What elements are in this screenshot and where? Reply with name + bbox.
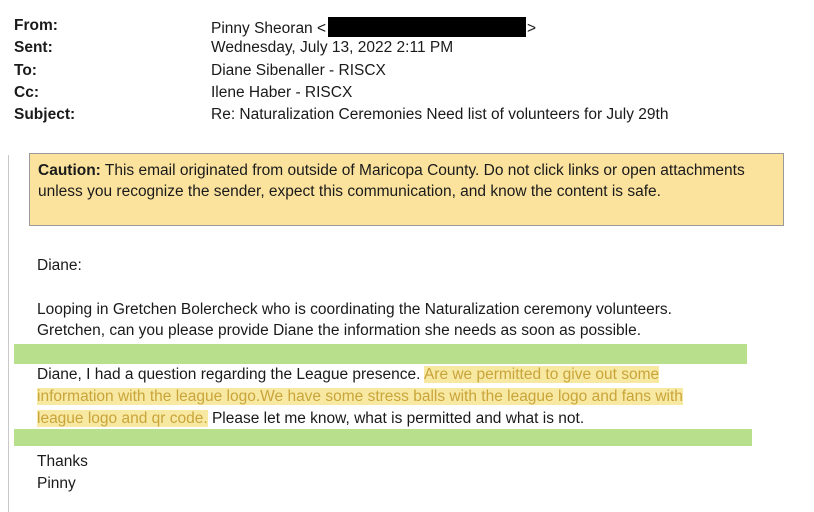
paragraph-2-line-1 (37, 366, 659, 384)
caution-label: Caution: (38, 162, 101, 179)
highlighted-question-end: league logo and qr code. (37, 410, 208, 427)
highlighted-question-cont: information with the league logo.We have some stress balls with the league logo and fans with (37, 388, 683, 405)
greeting: Diane: (37, 257, 82, 274)
cc-label: Cc: (14, 84, 39, 101)
cc-value: Ilene Haber - RISCX (211, 84, 353, 101)
paragraph-1-line-1: Looping in Gretchen Bolercheck who is coordinating the Naturalization ceremony volunteers. (37, 301, 672, 318)
signature: Pinny (37, 475, 76, 492)
caution-banner (29, 153, 784, 226)
to-value: Diane Sibenaller - RISCX (211, 62, 386, 79)
caution-text (38, 160, 774, 202)
cc-row (0, 84, 814, 106)
sent-value: Wednesday, July 13, 2022 2:11 PM (211, 39, 454, 56)
sender-name: Pinny Sheoran < (211, 20, 327, 37)
subject-label: Subject: (14, 106, 76, 123)
paragraph-1-line-2: Gretchen, can you please provide Diane the information she needs as soon as possible. (37, 322, 642, 339)
redacted-email-address (328, 17, 526, 37)
quote-rule (8, 155, 9, 512)
to-label: To: (14, 62, 37, 79)
to-row (0, 62, 814, 84)
highlighted-question: Are we permitted to give out some (423, 366, 660, 383)
subject-value: Re: Naturalization Ceremonies Need list of volunteers for July 29th (211, 106, 669, 123)
redaction-bar (14, 429, 752, 446)
sent-row (0, 39, 814, 61)
sent-label: Sent: (14, 39, 53, 56)
question-intro: Diane, I had a question regarding the League presence. (37, 366, 424, 383)
paragraph-2-line-2 (37, 388, 683, 406)
from-row (0, 17, 814, 39)
caution-message: This email originated from outside of Maricopa County. Do not click links or open attachments unless you recognize the sender, expect this communication, and know the content is safe. (38, 162, 745, 200)
from-close-bracket: > (527, 20, 537, 37)
question-followup: Please let me know, what is permitted and what is not. (207, 410, 585, 427)
from-value (211, 17, 536, 38)
paragraph-2-line-3 (37, 410, 584, 428)
closing: Thanks (37, 453, 88, 470)
subject-row (0, 106, 814, 128)
from-label: From: (14, 17, 58, 34)
redaction-bar (14, 344, 747, 364)
